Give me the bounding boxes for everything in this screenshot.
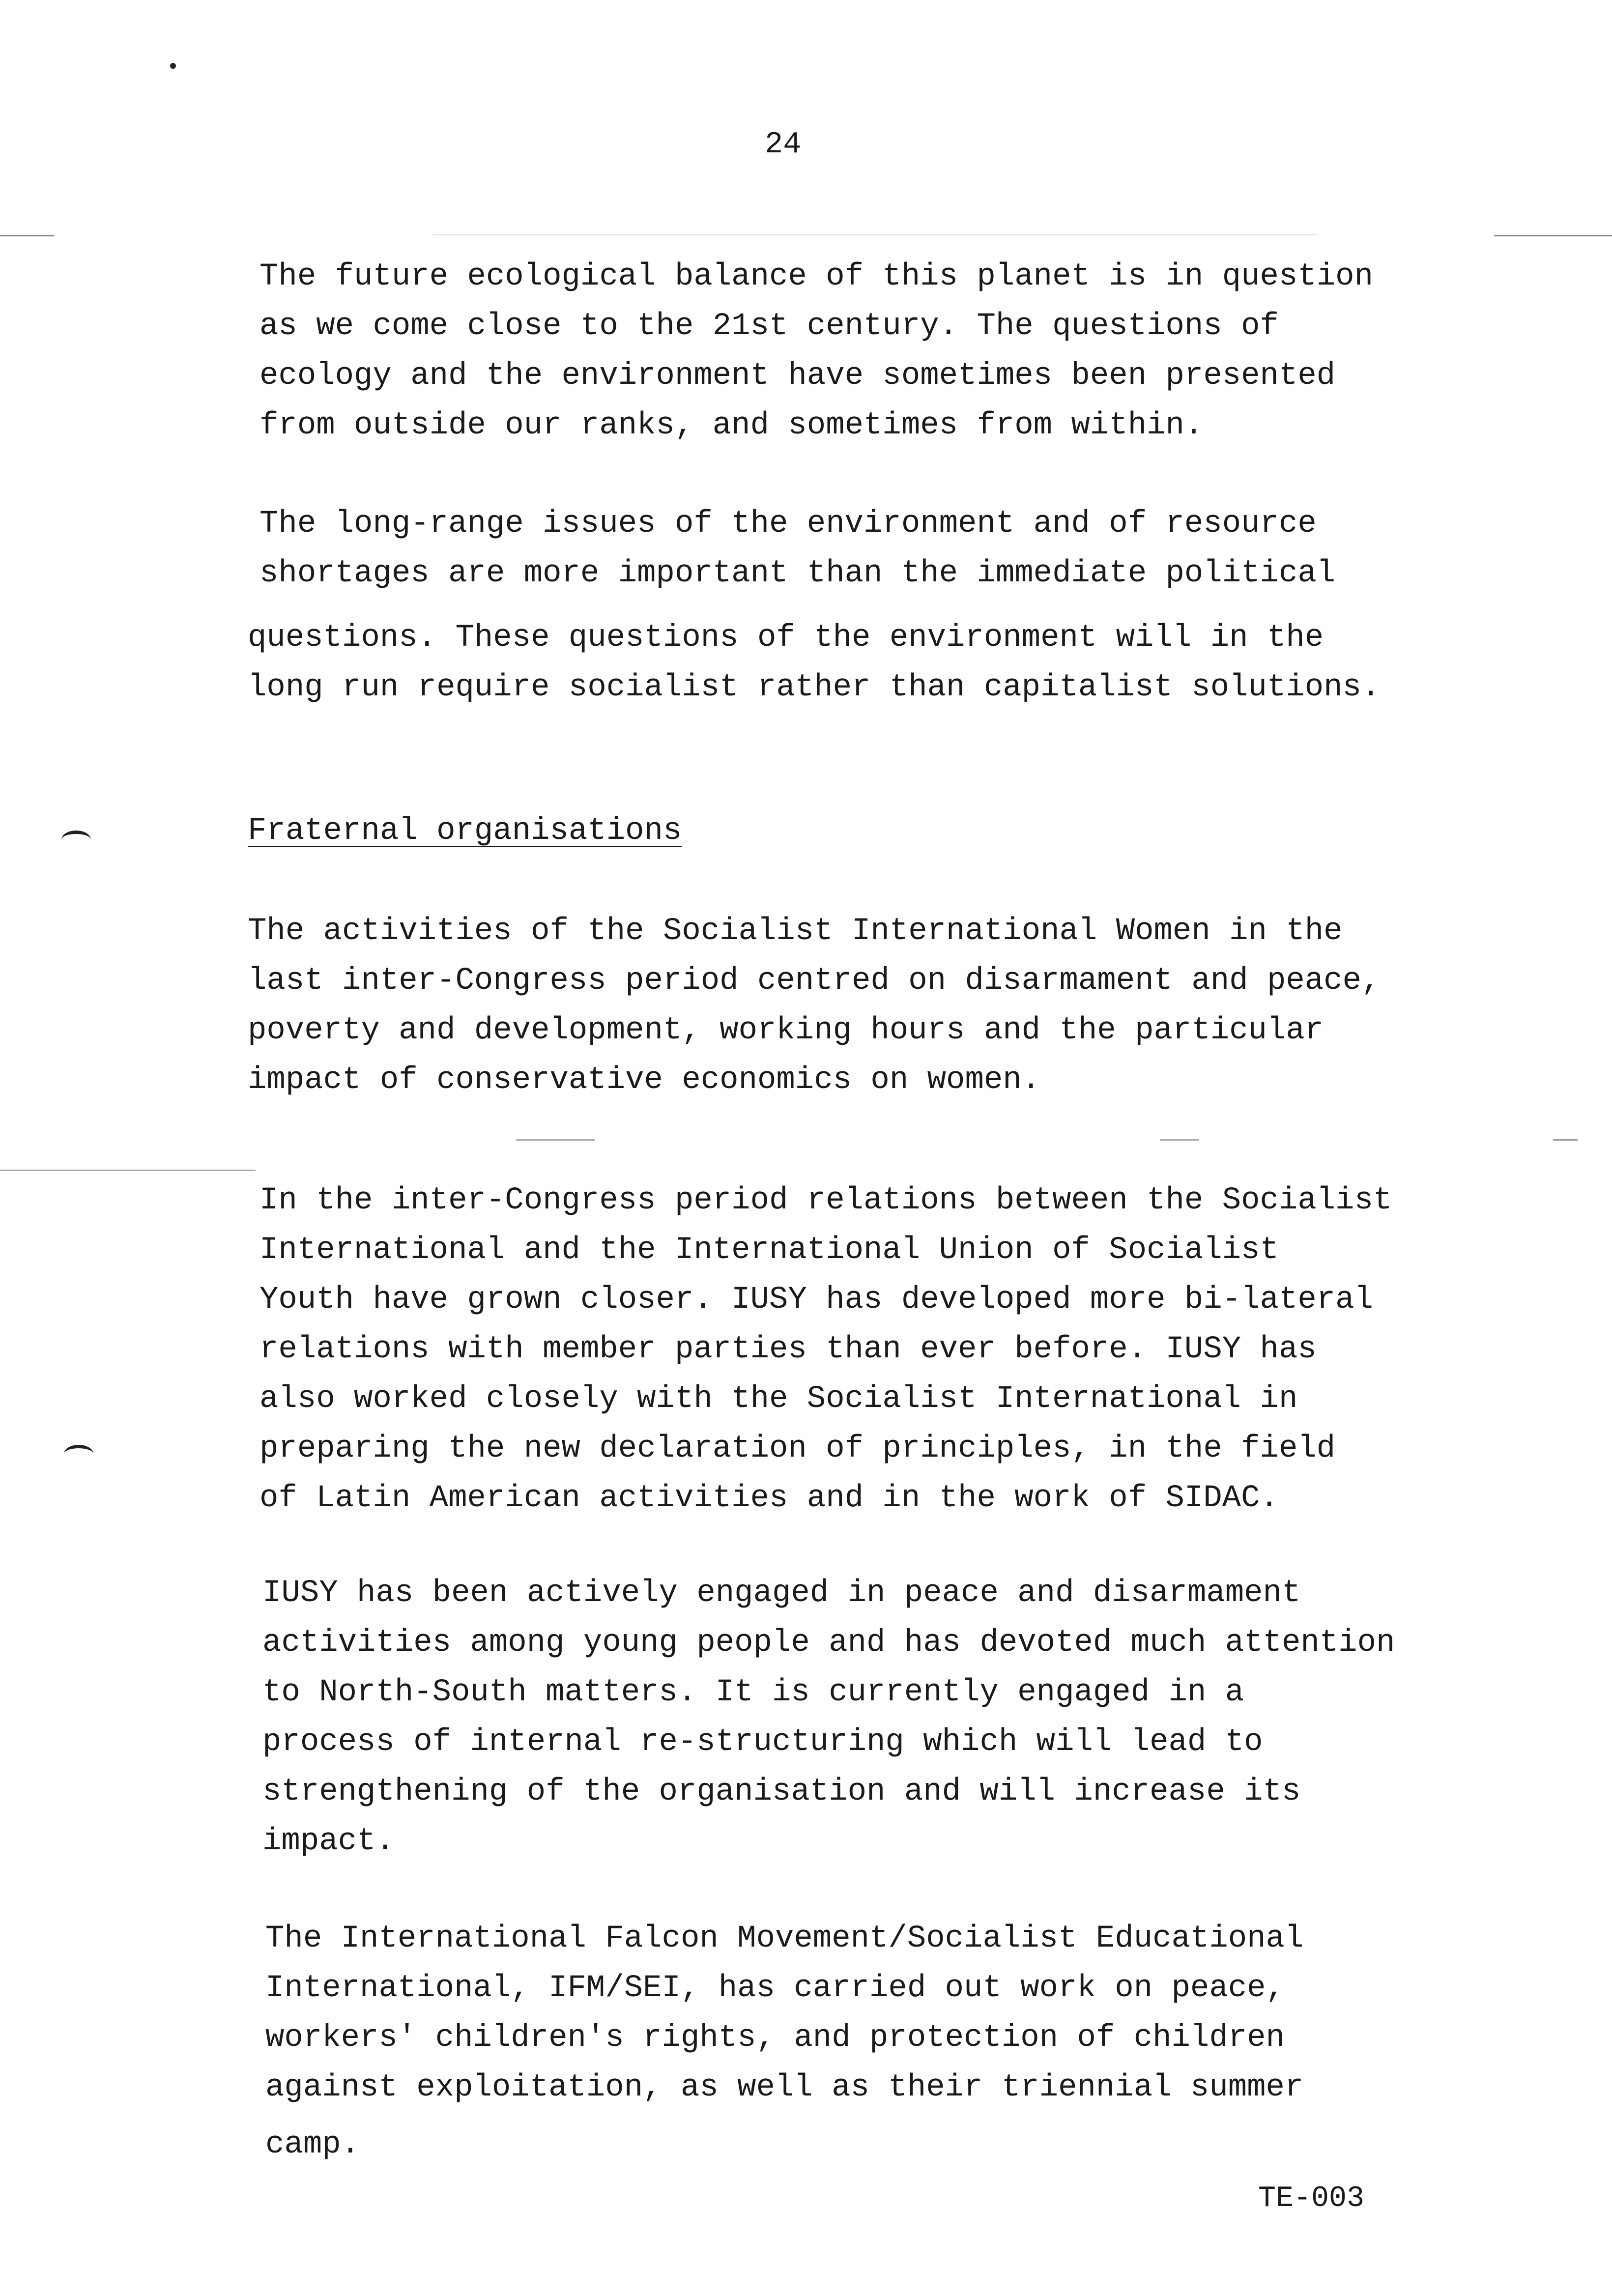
text-line: of Latin American activities and in the work of SIDAC. — [259, 1481, 1279, 1516]
scan-artifact-line — [516, 1139, 595, 1141]
text-line: The activities of the Socialist International Women in the — [248, 914, 1343, 949]
text-line: The long-range issues of the environment and of resource — [259, 506, 1317, 542]
text-line: process of internal re-structuring which will lead to — [262, 1724, 1263, 1760]
paragraph-ecology — [259, 252, 1373, 451]
text-line: Youth have grown closer. IUSY has developed more bi-lateral — [259, 1282, 1373, 1318]
text-line: also worked closely with the Socialist International in — [259, 1381, 1298, 1417]
text-line: activities among young people and has devoted much attention — [262, 1625, 1395, 1661]
scan-artifact-line — [1553, 1139, 1578, 1141]
paragraph-iusy-relations — [259, 1176, 1392, 1523]
scan-artifact-line — [432, 234, 1317, 235]
document-reference: TE-003 — [1258, 2182, 1365, 2215]
text-line: from outside our ranks, and sometimes from within. — [259, 408, 1204, 443]
text-line: strengthening of the organisation and will increase its — [262, 1774, 1301, 1809]
text-line: International and the International Union of Socialist — [259, 1233, 1279, 1268]
text-line: against exploitation, as well as their triennial summer — [265, 2070, 1304, 2105]
scan-artifact-line — [0, 235, 54, 236]
page-number: 24 — [765, 127, 802, 162]
text-line: International, IFM/SEI, has carried out work on peace, — [265, 1971, 1285, 2006]
text-line: In the inter-Congress period relations between the Socialist — [259, 1183, 1392, 1218]
text-line: to North-South matters. It is currently engaged in a — [262, 1675, 1244, 1710]
text-line: workers' children's rights, and protection of children — [265, 2020, 1285, 2056]
paragraph-iusy-peace — [262, 1569, 1395, 1866]
text-line: IUSY has been actively engaged in peace and disarmament — [262, 1576, 1301, 1611]
binder-hole-mark — [61, 831, 91, 849]
text-line: The future ecological balance of this planet is in question — [259, 259, 1373, 294]
text-line: The International Falcon Movement/Socialist Educational — [265, 1921, 1304, 1956]
text-line: questions. These questions of the environment will in the — [248, 620, 1324, 656]
paragraph-ifm-sei — [265, 1914, 1303, 2170]
paragraph-si-women — [248, 907, 1380, 1105]
section-heading: Fraternal organisations — [248, 813, 682, 849]
scan-artifact-line — [0, 1170, 256, 1171]
binder-hole-mark — [64, 1445, 93, 1463]
text-line: impact. — [262, 1824, 395, 1859]
scan-speck — [170, 63, 176, 69]
scan-artifact-line — [1494, 235, 1612, 236]
text-line: poverty and development, working hours and the particular — [248, 1013, 1324, 1048]
text-line: last inter-Congress period centred on disarmament and peace, — [248, 963, 1381, 999]
text-line: ecology and the environment have sometimes been presented — [259, 358, 1336, 394]
scan-artifact-line — [1160, 1139, 1199, 1141]
text-line: preparing the new declaration of principles, in the field — [259, 1431, 1336, 1466]
text-line: as we come close to the 21st century. The questions of — [259, 309, 1279, 344]
text-line: long run require socialist rather than capitalist solutions. — [248, 670, 1381, 705]
text-line: shortages are more important than the immediate political — [259, 556, 1336, 591]
text-line: camp. — [265, 2127, 360, 2162]
paragraph-resources — [248, 499, 1381, 713]
text-line: impact of conservative economics on women. — [248, 1062, 1041, 1098]
text-line: relations with member parties than ever before. IUSY has — [259, 1332, 1317, 1367]
